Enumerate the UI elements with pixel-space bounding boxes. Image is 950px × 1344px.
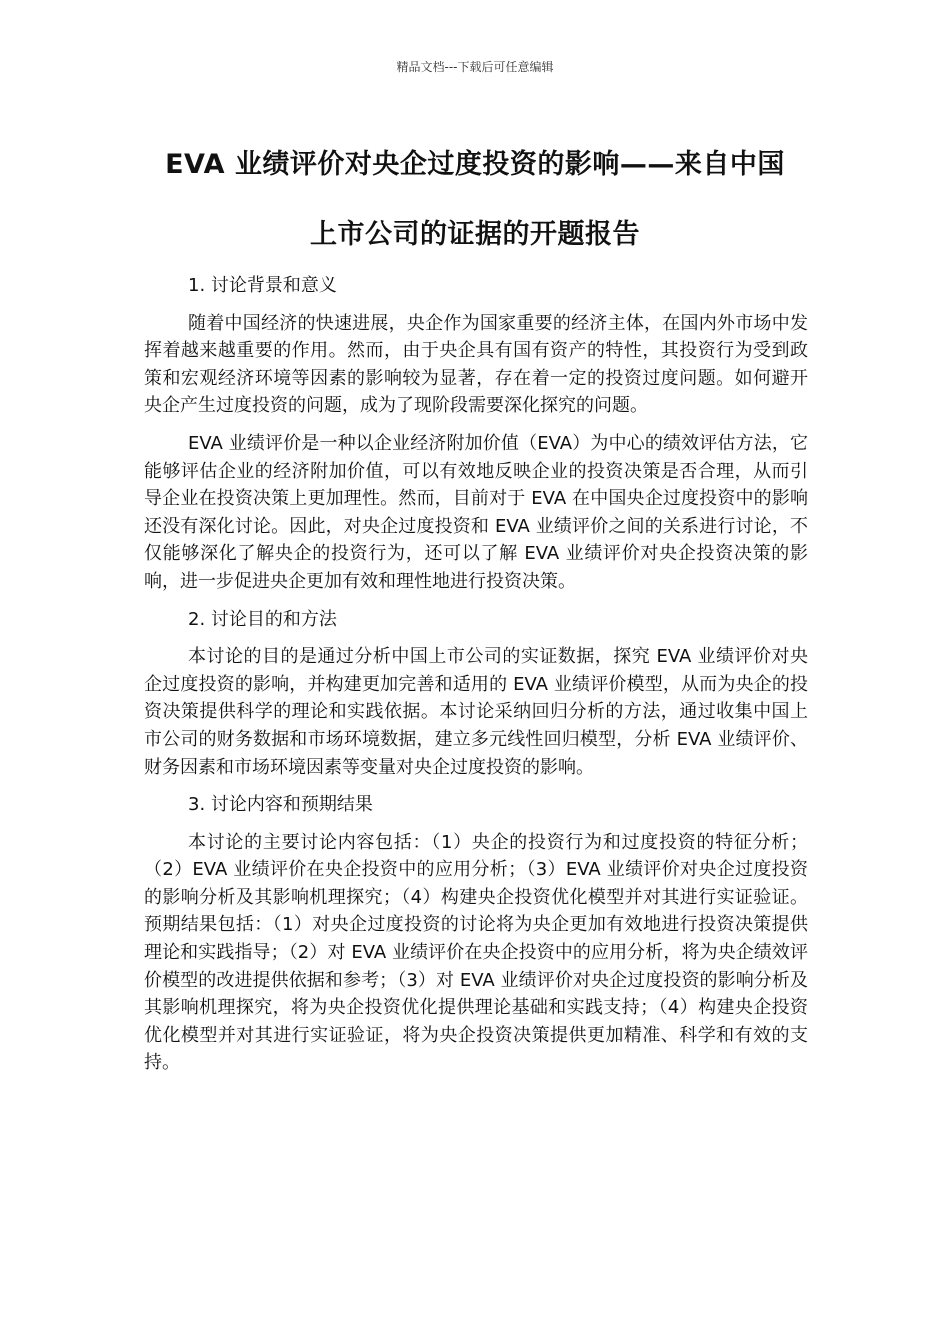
title-line-2: 上市公司的证据的开题报告 xyxy=(310,219,640,250)
paragraph: 随着中国经济的快速进展，央企作为国家重要的经济主体，在国内外市场中发挥着越来越重要的作用。然而，由于央企具有国有资产的特性，其投资行为受到政策和宏观经济环境等因素的影响较为显著，存在着一定的投资过度问题。如何避开央企产生过度投资的问题，成为了现阶段需要深化探究的问题。 xyxy=(144,312,808,417)
header-note: 精品文档---下载后可任意编辑 xyxy=(396,60,554,74)
section-heading: 1. 讨论背景和意义 xyxy=(188,275,337,296)
section-background xyxy=(144,272,808,596)
document-body xyxy=(144,272,808,1087)
section-purpose-method xyxy=(144,606,808,782)
section-content-results xyxy=(144,791,808,1077)
section-heading: 2. 讨论目的和方法 xyxy=(188,608,337,630)
document-title xyxy=(120,130,830,270)
paragraph: 本讨论的目的是通过分析中国上市公司的实证数据，探究 EVA 业绩评价对央企过度投资的影响，并构建更加完善和适用的 EVA 业绩评价模型，从而为央企的投资决策提供科学的理论和实践依据。本讨论采纳回归分析的方法，通过收集中国上市公司的财务数据和市场环境数据，建立多元线性回归模型，分析 EVA 业绩评价、财务因素和市场环境因素等变量对央企过度投资的影响。 xyxy=(144,646,808,778)
paragraph: 本讨论的主要讨论内容包括：（1）央企的投资行为和过度投资的特征分析；（2）EVA 业绩评价在央企投资中的应用分析；（3）EVA 业绩评价对央企过度投资的影响分析及其影响机理探究；（4）构建央企投资优化模型并对其进行实证验证。预期结果包括：（1）对央企过度投资的讨论将为央企更加有效地进行投资决策提供理论和实践指导；（2）对 EVA 业绩评价在央企投资中的应用分析，将为央企绩效评价模型的改进提供依据和参考；（3）对 EVA 业绩评价对央企过度投资的影响分析及其影响机理探究，将为央企投资优化提供理论基础和实践支持；（4）构建央企投资优化模型并对其进行实证验证，将为央企投资决策提供更加精准、科学和有效的支持。 xyxy=(144,831,808,1074)
title-line-1: EVA 业绩评价对央企过度投资的影响——来自中国 xyxy=(165,149,785,180)
section-heading: 3. 讨论内容和预期结果 xyxy=(188,794,373,816)
paragraph: EVA 业绩评价是一种以企业经济附加价值（EVA）为中心的绩效评估方法，它能够评估企业的经济附加价值，可以有效地反映企业的投资决策是否合理，从而引导企业在投资决策上更加理性。然而，目前对于 EVA 在中国央企过度投资中的影响还没有深化讨论。因此，对央企过度投资和 EVA 业绩评价之间的关系进行讨论，不仅能够深化了解央企的投资行为，还可以了解 EVA 业绩评价对央企投资决策的影响，进一步促进央企更加有效和理性地进行投资决策。 xyxy=(144,432,808,592)
